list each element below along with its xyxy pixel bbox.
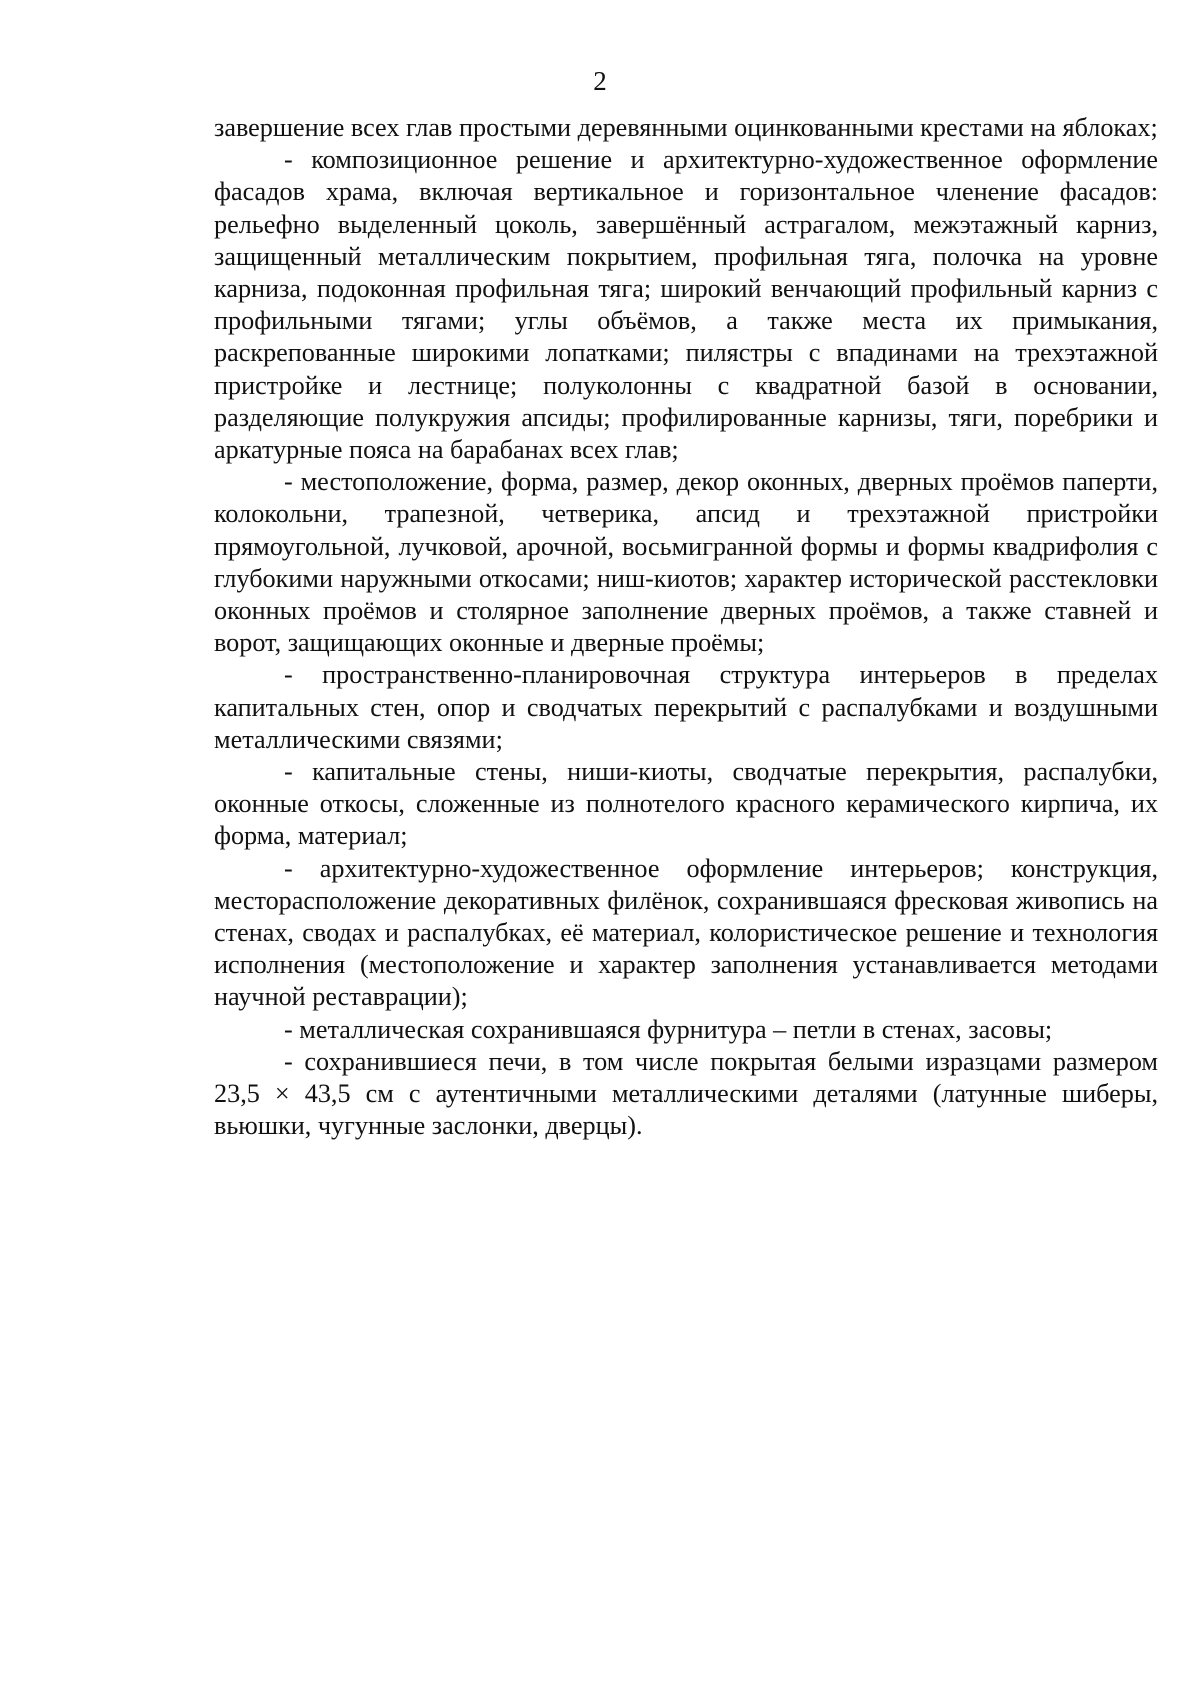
- paragraph-openings: - местоположение, форма, размер, декор оконных, дверных проёмов паперти, колокольни, трапезной, четверика, апсид и трехэтажной пристройки прямоугольной, лучковой, арочной, восьмигранной формы и формы квадрифолия с глубокими наружными откосами; ниш-киотов; характер исторической расстекловки оконных проёмов и столярное заполнение дверных проёмов, а также ставней и ворот, защищающих оконные и дверные проёмы;: [214, 467, 1158, 658]
- paragraph-facades: - композиционное решение и архитектурно-художественное оформление фасадов храма, включая вертикальное и горизонтальное членение фасадов: рельефно выделенный цоколь, завершённый астрагалом, межэтажный карниз, защищенный металлическим покрытием, профильная тяга, полочка на уровне карниза, подоконная профильная тяга; широкий венчающий профильный карниз с профильными тягами; углы объёмов, а также места их примыкания, раскрепованные широкими лопатками; пилястры с впадинами на трехэтажной пристройке и лестнице; полуколонны с квадратной базой в основании, разделяющие полукружия апсиды; профилированные карнизы, тяги, поребрики и аркатурные пояса на барабанах всех глав;: [214, 145, 1158, 465]
- document-body: [214, 112, 1158, 1143]
- paragraph-continuation: завершение всех глав простыми деревянными оцинкованными крестами на яблоках;: [214, 113, 1158, 142]
- paragraph-interior-structure: - пространственно-планировочная структура интерьеров в пределах капитальных стен, опор и сводчатых перекрытий с распалубками и воздушными металлическими связями;: [214, 660, 1158, 754]
- paragraph-hardware: - металлическая сохранившаяся фурнитура – петли в стенах, засовы;: [284, 1014, 1053, 1044]
- paragraph-walls: - капитальные стены, ниши-киоты, сводчатые перекрытия, распалубки, оконные откосы, сложенные из полнотелого красного керамического кирпича, их форма, материал;: [214, 757, 1158, 851]
- paragraph-interior-decoration: - архитектурно-художественное оформление интерьеров; конструкция, месторасположение декоративных филёнок, сохранившаяся фресковая живопись на стенах, сводах и распалубках, её материал, колористическое решение и технология исполнения (местоположение и характер заполнения устанавливается методами научной реставрации);: [214, 853, 1158, 1012]
- paragraph-stoves: - сохранившиеся печи, в том числе покрытая белыми изразцами размером 23,5 × 43,5 см с аутентичными металлическими деталями (латунные шиберы, вьюшки, чугунные заслонки, дверцы).: [214, 1046, 1158, 1141]
- page-number: 2: [593, 66, 607, 96]
